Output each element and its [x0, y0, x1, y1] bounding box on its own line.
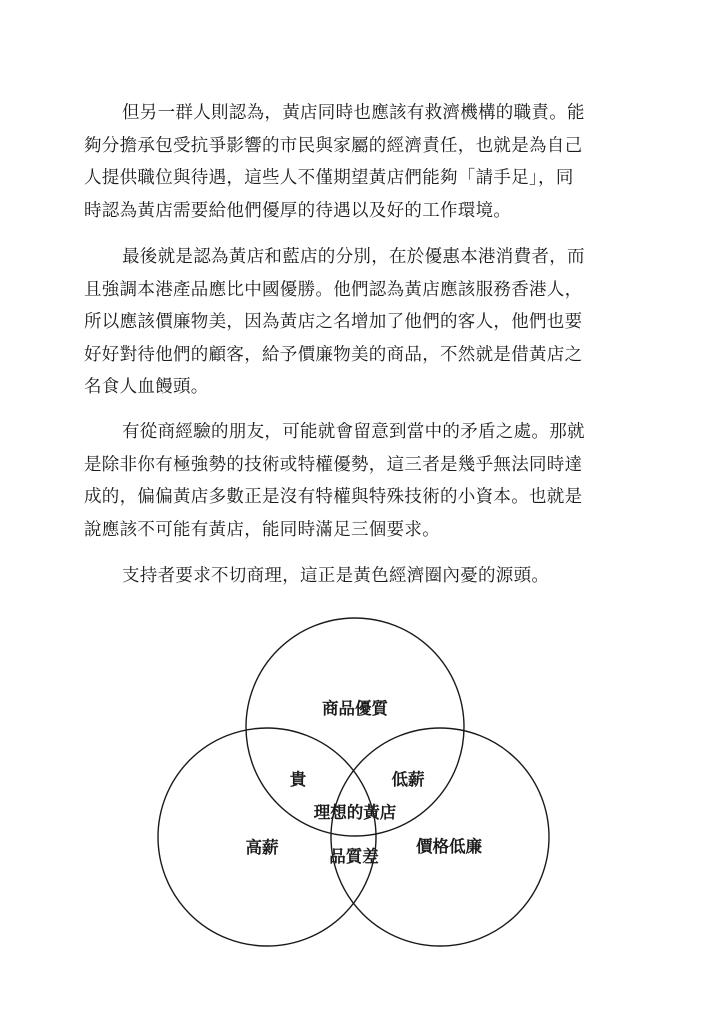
venn-label-ideal-shop: 理想的黃店 [313, 803, 397, 822]
text-line: 時認為黃店需要給他們優厚的待遇以及好的工作環境。 [84, 200, 512, 221]
text-line: 所以應該價廉物美，因為黃店之名增加了他們的客人，他們也要 [84, 312, 583, 332]
text-line: 人提供職位與待遇，這些人不僅期望黃店們能夠「請手足」，同 [84, 168, 574, 188]
text-line: 支持者要求不切商理，這正是黃色經濟圈內憂的源頭。 [122, 566, 550, 586]
venn-label-high-salary: 高薪 [245, 838, 279, 857]
text-line: 最後就是認為黃店和藍店的分別，在於優惠本港消費者，而 [122, 247, 585, 267]
text-line: 成的，偏偏黃店多數正是沒有特權與特殊技術的小資本。也就是 [84, 487, 583, 507]
text-line: 但另一群人則認為，黃店同時也應該有救濟機構的職責。能 [122, 103, 585, 123]
venn-label-low-salary: 低薪 [391, 770, 425, 789]
text-line: 有從商經驗的朋友，可能就會留意到當中的矛盾之處。那就 [122, 422, 585, 442]
venn-label-low-price: 價格低廉 [416, 837, 482, 856]
text-line: 夠分擔承包受抗爭影響的市民與家屬的經濟責任，也就是為自己 [84, 135, 583, 156]
venn-label-expensive: 貴 [289, 770, 307, 789]
text-line: 名食人血饅頭。 [84, 377, 209, 397]
venn-label-quality: 商品優質 [322, 699, 388, 718]
venn-circle-high-salary [158, 728, 376, 946]
venn-label-poor-quality: 品質差 [329, 847, 379, 866]
text-line: 且強調本港產品應比中國優勝。他們認為黃店應該服務香港人， [84, 279, 583, 300]
text-line: 是除非你有極強勢的技術或特權優勢，這三者是幾乎無法同時達 [84, 454, 583, 475]
text-line: 說應該不可能有黃店，能同時滿足三個要求。 [84, 519, 440, 540]
text-line: 好好對待他們的顧客，給予價廉物美的商品，不然就是借黃店之 [84, 344, 583, 365]
